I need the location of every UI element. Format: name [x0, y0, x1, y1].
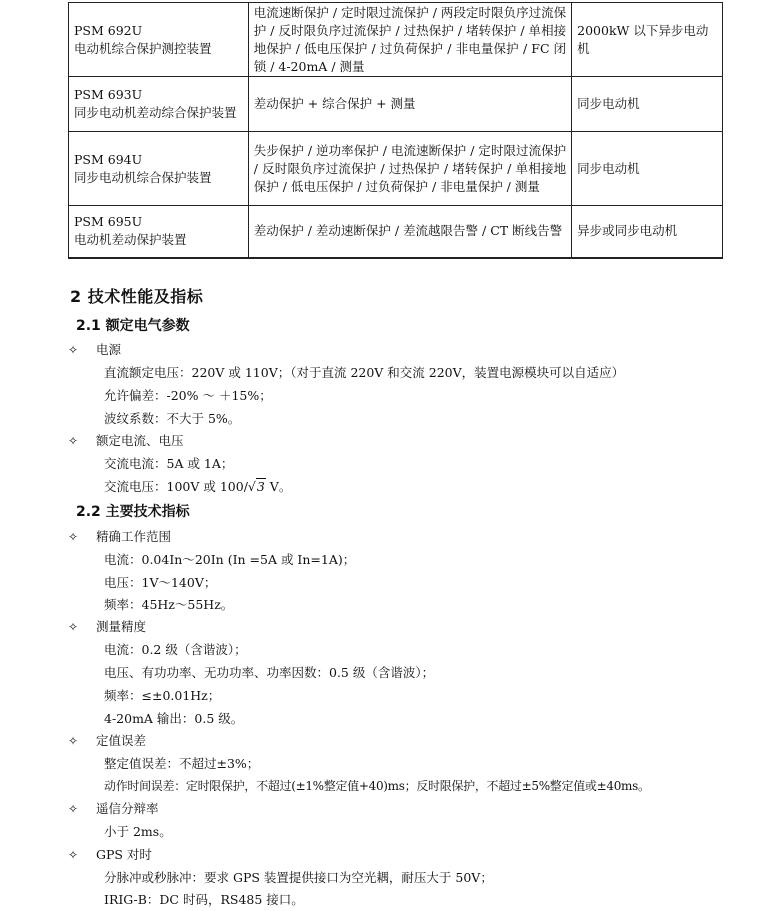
item-label: 精确工作范围 — [96, 529, 172, 544]
detail-line: 直流额定电压：220V 或 110V；（对于直流 220V 和交流 220V，装置电源模块可以自适应） — [104, 365, 625, 380]
bullet-icon: ✧ — [68, 530, 79, 544]
device-model: PSM 695U — [74, 214, 143, 230]
sqrt-radicand: 3 — [256, 479, 265, 494]
voltage-prefix: 交流电压：100V 或 100/ — [104, 479, 248, 494]
table-row — [69, 77, 723, 132]
item-label: 测量精度 — [96, 619, 147, 634]
device-model-name-cell — [69, 77, 249, 132]
device-applicable: 2000kW 以下异步电动机 — [572, 3, 723, 77]
bullet-icon: ✧ — [68, 734, 79, 748]
device-model: PSM 694U — [74, 151, 143, 167]
subsection-heading: 2.2 主要技术指标 — [76, 504, 190, 520]
list-item — [68, 845, 152, 863]
detail-line: 允许偏差：-20% ～ ＋15%； — [104, 388, 272, 403]
detail-line: 电压：1V～140V； — [104, 575, 217, 590]
device-functions: 电流速断保护 / 定时限过流保护 / 两段定时限负序过流保护 / 反时限负序过流保护 / 过热保护 / 堵转保护 / 单相接地保护 / 低电压保护 / 过负荷保护 / 非电量保护 / FC 闭锁 / 4-20mA / 测量 — [248, 3, 571, 77]
device-name: 电动机综合保护测控装置 — [74, 40, 212, 56]
subsection-heading: 2.1 额定电气参数 — [76, 318, 190, 334]
list-item — [68, 617, 146, 635]
device-applicable: 异步或同步电动机 — [572, 206, 723, 258]
device-model: PSM 693U — [74, 87, 143, 102]
bullet-icon: ✧ — [68, 848, 79, 862]
detail-line: 电流：0.04In～20In (In =5A 或 In=1A)； — [104, 552, 356, 567]
detail-line: 电压、有功功率、无功功率、功率因数：0.5 级（含谐波）； — [104, 665, 435, 680]
device-applicable: 同步电动机 — [572, 77, 723, 132]
detail-line: 小于 2ms。 — [104, 824, 172, 839]
table-row — [69, 206, 723, 258]
detail-line: 交流电流：5A 或 1A； — [104, 456, 234, 471]
bullet-icon: ✧ — [68, 343, 79, 357]
detail-line: 分脉冲或秒脉冲：要求 GPS 装置提供接口为空光耦，耐压大于 50V； — [104, 870, 493, 885]
item-label: 遥信分辩率 — [96, 801, 159, 816]
device-functions: 差动保护 / 差动速断保护 / 差流越限告警 / CT 断线告警 — [248, 206, 571, 258]
list-item — [68, 527, 171, 545]
detail-line: 频率：45Hz～55Hz。 — [104, 597, 234, 612]
device-functions: 差动保护 + 综合保护 + 测量 — [248, 77, 571, 132]
voltage-suffix: V。 — [265, 479, 292, 494]
detail-line: 频率：≤±0.01Hz； — [104, 688, 221, 703]
list-item — [68, 340, 121, 358]
device-name: 同步电动机差动综合保护装置 — [74, 105, 237, 120]
device-table — [68, 2, 723, 259]
sqrt-symbol: √3 — [247, 479, 265, 494]
section-heading: 2 技术性能及指标 — [70, 287, 204, 306]
device-model-name-cell — [69, 206, 249, 258]
device-applicable: 同步电动机 — [572, 132, 723, 206]
table-row — [69, 132, 723, 206]
list-item — [68, 731, 146, 749]
bullet-icon: ✧ — [68, 434, 79, 448]
device-model-name-cell — [69, 132, 249, 206]
bullet-icon: ✧ — [68, 620, 79, 634]
detail-line: 电流：0.2 级（含谐波）； — [104, 642, 247, 657]
detail-line: 4-20mA 输出：0.5 级。 — [104, 711, 244, 726]
detail-line: 整定值误差：不超过±3%； — [104, 756, 260, 771]
device-model-name-cell — [69, 3, 249, 77]
device-model: PSM 692U — [74, 22, 143, 38]
list-item — [68, 799, 159, 817]
list-item — [68, 431, 184, 449]
device-name: 同步电动机综合保护装置 — [74, 169, 212, 185]
device-name: 电动机差动保护装置 — [74, 232, 187, 248]
device-functions: 失步保护 / 逆功率保护 / 电流速断保护 / 定时限过流保护 / 反时限负序过流保护 / 过热保护 / 堵转保护 / 单相接地保护 / 低电压保护 / 过负荷保护 / 非电量保护 / 测量 — [248, 132, 571, 206]
detail-line: 动作时间误差：定时限保护，不超过(±1%整定值+40)ms；反时限保护，不超过±5%整定值或±40ms。 — [104, 779, 650, 793]
detail-line: 波纹系数：不大于 5%。 — [104, 411, 241, 426]
item-label: 电源 — [96, 342, 122, 357]
detail-line — [104, 477, 291, 495]
item-label: 额定电流、电压 — [96, 433, 184, 448]
detail-line: IRIG-B：DC 时码，RS485 接口。 — [104, 892, 304, 907]
bullet-icon: ✧ — [68, 802, 79, 816]
table-row — [69, 3, 723, 77]
item-label: GPS 对时 — [96, 847, 152, 862]
item-label: 定值误差 — [96, 733, 147, 748]
